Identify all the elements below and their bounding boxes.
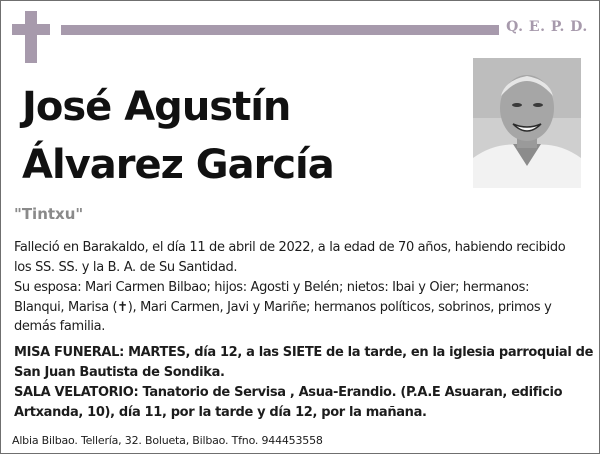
deceased-name-line1: José Agustín [22, 84, 291, 130]
portrait-photo [473, 58, 581, 188]
wake-room-info [14, 383, 589, 422]
portrait-photo-graphic [473, 58, 581, 188]
qepd-label: Q. E. P. D. [506, 19, 588, 35]
wake-line-1: SALA VELATORIO: Tanatorio de Servisa , Asua-Erandio. (P.A.E Asuaran, edificio [14, 385, 563, 400]
family-line-3: demás familia. [14, 319, 106, 334]
cross-icon [25, 11, 37, 63]
funeral-line-2: San Juan Bautista de Sondika. [14, 364, 225, 380]
family-list [14, 278, 589, 337]
death-line-1: Falleció en Barakaldo, el día 11 de abril de 2022, a la edad de 70 años, habiendo recibido [14, 240, 566, 255]
funeral-line-1: MISA FUNERAL: MARTES, día 12, a las SIETE de la tarde, en la iglesia parroquial de [14, 345, 594, 360]
cross-icon-bar [12, 24, 50, 35]
death-announcement [14, 238, 589, 277]
death-line-2: los SS. SS. y la B. A. de Su Santidad. [14, 259, 238, 275]
nickname: "Tintxu" [14, 205, 84, 223]
funeral-home-footer: Albia Bilbao. Tellería, 32. Bolueta, Bilbao. Tfno. 944453558 [12, 434, 323, 447]
family-line-1: Su esposa: Mari Carmen Bilbao; hijos: Agosti y Belén; nietos: Ibai y Oier; hermanos: [14, 280, 530, 295]
header-rule [61, 25, 499, 35]
wake-line-2: Artxanda, 10), día 11, por la tarde y día 12, por la mañana. [14, 404, 427, 420]
funeral-mass-info [14, 343, 594, 382]
deceased-name-line2: Álvarez García [22, 142, 334, 188]
family-line-2: Blanqui, Marisa (✝), Mari Carmen, Javi y Mariñe; hermanos políticos, sobrinos, primos y [14, 299, 552, 315]
